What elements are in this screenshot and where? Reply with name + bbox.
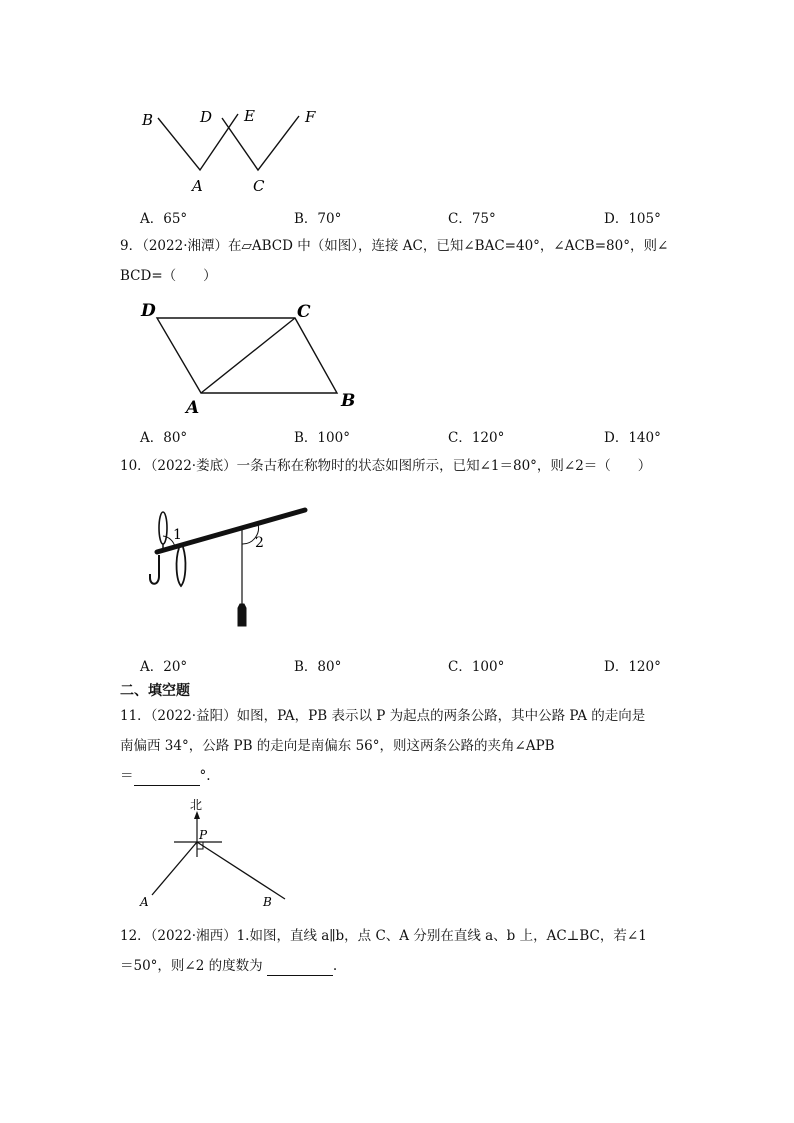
- q8-label-b: B: [142, 111, 154, 129]
- q10-weight: [238, 604, 246, 626]
- q12-answer-blank[interactable]: [267, 961, 333, 976]
- q10-angle2-label: 2: [255, 535, 264, 551]
- q11-equals: ＝: [120, 768, 134, 784]
- q8-figure: [130, 100, 330, 200]
- q11-answer-blank[interactable]: [134, 771, 200, 786]
- q9-text-line2: BCD=（ ）: [120, 268, 217, 284]
- q9-label-c: C: [297, 302, 311, 322]
- q12-text-line1: 12．（2022·湘西）1.如图，直线 a∥b，点 C、A 分别在直线 a、b 上，AC⊥BC，若∠1: [120, 928, 647, 944]
- q10-hook: [150, 555, 159, 584]
- q8-line-b-a-d: [158, 114, 238, 170]
- q11-degree: °.: [199, 768, 211, 784]
- q8-option-d: D．105°: [604, 211, 661, 227]
- q9-label-d: D: [141, 301, 156, 321]
- q8-option-b: B．70°: [294, 211, 342, 227]
- q9-label-b: B: [341, 391, 356, 411]
- q8-label-a: A: [192, 177, 203, 195]
- q10-option-a: A．20°: [140, 659, 188, 675]
- q11-text-line2: 南偏西 34°，公路 PB 的走向是南偏东 56°，则这两条公路的夹角∠APB: [120, 738, 555, 754]
- q11-road-pa: [152, 842, 197, 895]
- q11-text-line1: 11．（2022·益阳）如图，PA，PB 表示以 P 为起点的两条公路，其中公路 PA 的走向是: [120, 708, 646, 724]
- q12-text-line2: [120, 956, 337, 976]
- q8-label-e: E: [244, 107, 255, 125]
- q9-parallelogram-figure: [135, 296, 365, 421]
- q8-option-a: A．65°: [140, 211, 188, 227]
- q10-option-c: C．100°: [448, 659, 505, 675]
- q9-label-a: A: [186, 398, 200, 418]
- q12-text-prefix: ＝50°，则∠2 的度数为: [120, 958, 267, 974]
- q11-north-arrow-icon: [194, 811, 200, 819]
- q9-diagonal-ac: [201, 318, 295, 393]
- q10-ring: [177, 547, 186, 586]
- q11-label-b: B: [263, 895, 272, 909]
- q11-text-line3: [120, 766, 211, 786]
- q12-period: .: [332, 958, 338, 974]
- q8-label-c: C: [253, 177, 265, 195]
- q10-left-loop: [159, 512, 167, 544]
- q11-road-pb: [197, 842, 285, 899]
- q11-direction-figure: [130, 795, 300, 915]
- q10-steelyard-figure: [145, 500, 315, 635]
- section-title-fill-in: 二、填空题: [120, 683, 190, 699]
- q11-label-a: A: [140, 895, 149, 909]
- q10-option-d: D．120°: [604, 659, 661, 675]
- q9-text-line1: 9．（2022·湘潭）在▱ABCD 中（如图），连接 AC，已知∠BAC=40°，∠ACB=80°，则∠: [120, 238, 669, 254]
- q9-option-b: B．100°: [294, 430, 350, 446]
- q9-option-d: D．140°: [604, 430, 661, 446]
- q10-text-line1: 10．（2022·娄底）一条古称在称物时的状态如图所示，已知∠1＝80°，则∠2＝（ ）: [120, 458, 652, 474]
- q9-option-c: C．120°: [448, 430, 505, 446]
- q10-angle1-label: 1: [173, 527, 182, 543]
- q11-label-p: P: [199, 828, 208, 842]
- q8-option-c: C．75°: [448, 211, 496, 227]
- q11-north-label: 北: [190, 798, 203, 812]
- q10-option-b: B．80°: [294, 659, 342, 675]
- q8-label-f: F: [305, 108, 316, 126]
- q8-label-d: D: [200, 108, 213, 126]
- q8-line-e-c-f: [222, 116, 299, 170]
- q9-option-a: A．80°: [140, 430, 188, 446]
